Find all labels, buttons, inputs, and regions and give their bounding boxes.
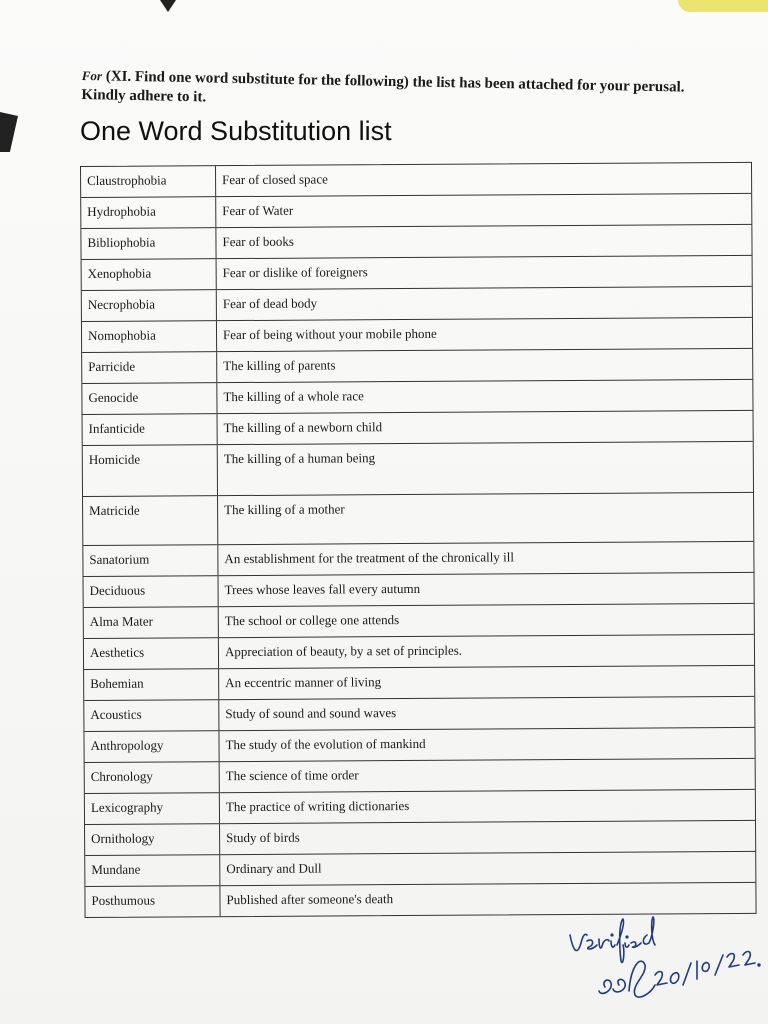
instruction-text — [81, 66, 692, 117]
instruction-body: (XI. Find one word substitute for the following) the list has been attached for your perusal. Kindly adhere to it. — [81, 68, 685, 106]
definition-cell: An establishment for the treatment of the chronically ill — [224, 549, 514, 567]
page-title: One Word Substitution list — [80, 116, 392, 146]
term-cell: Aesthetics — [84, 638, 219, 669]
term-cell: Nomophobia — [82, 321, 217, 352]
definition-cell: Appreciation of beauty, by a set of principles. — [224, 642, 463, 660]
term-cell: Posthumous — [85, 886, 220, 917]
definition-cell: Fear of books — [222, 233, 295, 250]
table-row — [85, 790, 755, 825]
table-row — [84, 697, 754, 732]
table-row — [85, 821, 755, 856]
term-cell: Necrophobia — [82, 290, 217, 321]
term-cell: Anthropology — [84, 731, 219, 762]
term-cell: Sanatorium — [83, 545, 218, 576]
definition-cell: Study of birds — [226, 829, 300, 846]
definition-cell: The science of time order — [225, 767, 359, 784]
term-cell: Lexicography — [85, 793, 220, 824]
table-row — [84, 635, 754, 670]
definition-cell: The practice of writing dictionaries — [225, 798, 410, 815]
table-row — [83, 411, 753, 446]
definition-cell: The killing of a mother — [224, 501, 345, 518]
definition-cell: The study of the evolution of mankind — [225, 735, 426, 753]
term-cell: Bohemian — [84, 669, 219, 700]
definition-cell: The killing of a whole race — [223, 388, 364, 405]
instruction-lead: For — [81, 67, 103, 84]
definition-cell: Trees whose leaves fall every autumn — [224, 580, 421, 598]
definition-cell: Fear of closed space — [222, 171, 328, 188]
term-cell: Ornithology — [85, 824, 220, 855]
page-edge-mark — [160, 0, 176, 12]
term-cell: Genocide — [82, 383, 217, 414]
table-row — [81, 225, 751, 260]
term-cell: Xenophobia — [82, 259, 217, 290]
term-cell: Deciduous — [84, 576, 219, 607]
table-row — [81, 194, 751, 229]
term-cell: Hydrophobia — [81, 197, 216, 228]
table-row — [85, 852, 755, 887]
term-cell: Parricide — [82, 352, 217, 383]
table-row — [84, 666, 754, 701]
table-row — [82, 287, 752, 322]
term-cell: Matricide — [83, 496, 218, 545]
definition-cell: Study of sound and sound waves — [225, 705, 397, 722]
term-cell: Infanticide — [83, 414, 218, 445]
highlighter-mark — [678, 0, 768, 12]
table-row — [82, 349, 752, 384]
definition-cell: Fear of Water — [222, 202, 294, 219]
table-row — [83, 542, 753, 577]
table-row — [83, 442, 753, 497]
table-row — [81, 163, 751, 198]
definition-cell: Fear of dead body — [222, 295, 318, 312]
term-cell: Bibliophobia — [81, 228, 216, 259]
definition-cell: The killing of parents — [223, 357, 336, 374]
definition-cell: An eccentric manner of living — [225, 674, 382, 691]
table-row — [82, 256, 752, 291]
term-cell: Acoustics — [84, 700, 219, 731]
definition-cell: The killing of a newborn child — [223, 419, 383, 436]
definition-cell: Ordinary and Dull — [226, 860, 322, 877]
definition-cell: Fear or dislike of foreigners — [222, 264, 368, 281]
term-cell: Chronology — [85, 762, 220, 793]
table-row — [84, 728, 754, 763]
table-row — [84, 604, 754, 639]
term-cell: Mundane — [85, 855, 220, 886]
term-cell: Claustrophobia — [81, 166, 216, 197]
table-row — [83, 493, 753, 546]
table-row — [82, 380, 752, 415]
term-cell: Homicide — [83, 445, 218, 496]
definition-cell: The school or college one attends — [224, 612, 400, 629]
handwritten-signature — [565, 905, 765, 1015]
definition-cell: The killing of a human being — [223, 450, 376, 467]
table-row — [82, 318, 752, 353]
definition-cell: Published after someone's death — [226, 891, 394, 908]
table-row — [84, 573, 754, 608]
table-row — [85, 759, 755, 794]
substitution-table — [80, 162, 757, 918]
page-edge-mark — [0, 112, 18, 152]
term-cell: Alma Mater — [84, 607, 219, 638]
definition-cell: Fear of being without your mobile phone — [222, 325, 437, 343]
